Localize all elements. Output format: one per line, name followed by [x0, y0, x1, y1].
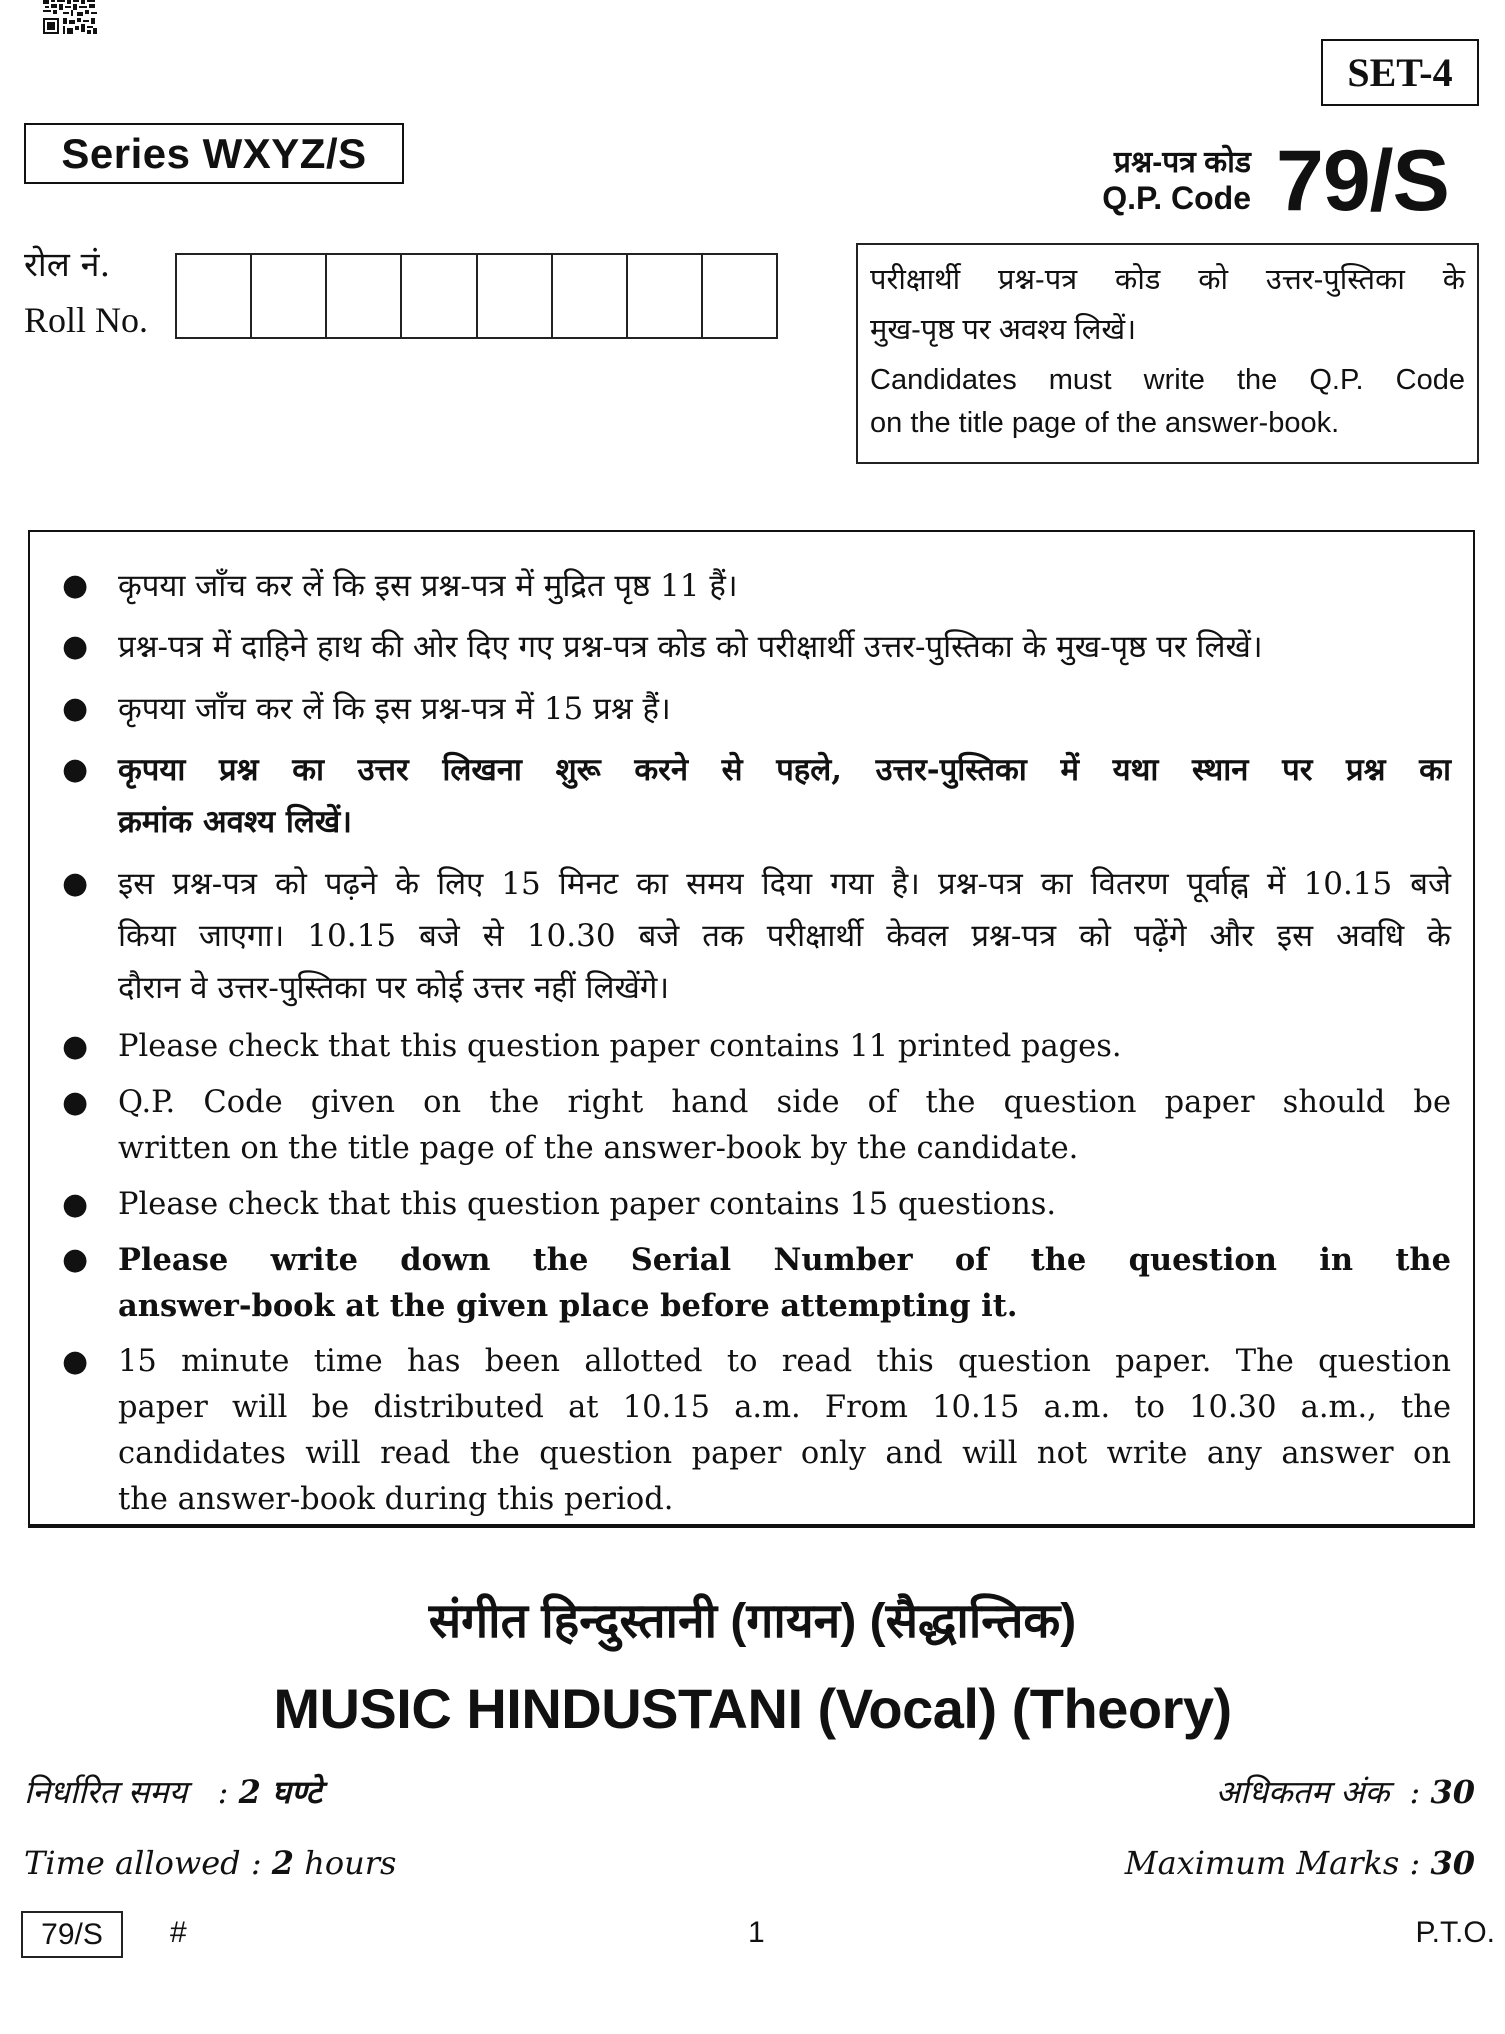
- bullet-icon: ●: [62, 568, 89, 603]
- notice-english: [870, 359, 1465, 445]
- instruction-text: Please write down the Serial Number of the question in the: [118, 1242, 1451, 1278]
- time-allowed: [24, 1844, 396, 1882]
- separator: :: [197, 1773, 229, 1811]
- instruction-text: written on the title page of the answer-book by the candidate.: [118, 1131, 1079, 1166]
- bullet-icon: ●: [62, 866, 89, 901]
- roll-number-cell-6[interactable]: [553, 255, 628, 337]
- time-allowed-label: Time allowed: [24, 1844, 241, 1882]
- roll-number-cell-7[interactable]: [628, 255, 703, 337]
- instruction-item: [62, 1080, 1451, 1172]
- instruction-text: answer-book at the given place before attempting it.: [118, 1288, 1018, 1324]
- roll-number-label-hindi: रोल नं.: [24, 245, 111, 285]
- instruction-text: Q.P. Code given on the right hand side of the question paper should be: [118, 1085, 1451, 1120]
- time-allowed-hindi: [24, 1770, 322, 1813]
- notice-hindi-line-2: मुख-पृष्ठ पर अवश्य लिखें।: [870, 314, 1137, 346]
- bullet-icon: ●: [62, 691, 89, 726]
- series-text: Series WXYZ/S: [61, 129, 367, 177]
- instruction-text: candidates will read the question paper only and will not write any answer on: [118, 1436, 1451, 1471]
- qr-code-icon: [43, 0, 99, 36]
- bullet-icon: ●: [62, 752, 89, 787]
- instruction-text: कृपया जाँच कर लें कि इस प्रश्न-पत्र में मुद्रित पृष्ठ 11 हैं।: [118, 568, 738, 604]
- notice-english-line-2: on the title page of the answer-book.: [870, 407, 1340, 439]
- subject-title: MUSIC HINDUSTANI (Vocal) (Theory): [273, 1677, 1232, 1740]
- qp-code-label: Q.P. Code: [1102, 180, 1251, 216]
- instruction-item: [62, 1237, 1451, 1329]
- maximum-marks-hindi: [1216, 1770, 1475, 1813]
- instruction-text: Please check that this question paper contains 15 questions.: [118, 1187, 1057, 1222]
- maximum-marks-hindi-label: अधिकतम अंक: [1215, 1773, 1390, 1811]
- separator: :: [1409, 1844, 1431, 1882]
- page-number: 1: [748, 1916, 765, 1949]
- time-allowed-hindi-label: निर्धारित समय: [24, 1773, 188, 1811]
- instruction-text: दौरान वे उत्तर-पुस्तिका पर कोई उत्तर नहीं लिखेंगे।: [118, 970, 670, 1006]
- bullet-icon: ●: [62, 1187, 89, 1222]
- roll-number-boxes: [175, 253, 778, 339]
- roll-number-label: Roll No.: [24, 300, 149, 340]
- time-allowed-value-unit: hours: [304, 1844, 397, 1882]
- instruction-item: [62, 1339, 1451, 1523]
- instruction-item: [62, 683, 1451, 735]
- notice-english-line-1: Candidates must write the Q.P. Code: [870, 364, 1465, 396]
- set-text: SET-4: [1347, 50, 1453, 95]
- maximum-marks-value: 30: [1430, 1844, 1475, 1882]
- bullet-icon: ●: [62, 1344, 89, 1379]
- time-allowed-hindi-value: 2 घण्टे: [238, 1773, 322, 1811]
- instruction-text: क्रमांक अवश्य लिखें।: [118, 804, 352, 840]
- instruction-text: paper will be distributed at 10.15 a.m. From 10.15 a.m. to 10.30 a.m., the: [118, 1390, 1451, 1425]
- roll-number-cell-4[interactable]: [402, 255, 477, 337]
- roll-number-cell-5[interactable]: [478, 255, 553, 337]
- please-turn-over: P.T.O.: [1415, 1916, 1495, 1949]
- set-label: [1321, 39, 1479, 106]
- instruction-item: [62, 858, 1451, 1014]
- maximum-marks-hindi-value: 30: [1430, 1773, 1475, 1811]
- instruction-text: Please check that this question paper contains 11 printed pages.: [118, 1029, 1122, 1064]
- instruction-text: इस प्रश्न-पत्र को पढ़ने के लिए 15 मिनट का समय दिया गया है। प्रश्न-पत्र का वितरण पूर्वाह्न में 10.15 बजे: [118, 866, 1451, 902]
- separator: :: [1399, 1773, 1421, 1811]
- notice-hindi-line-1: परीक्षार्थी प्रश्न-पत्र कोड को उत्तर-पुस्तिका के: [870, 264, 1465, 296]
- separator: :: [250, 1844, 272, 1882]
- series-label: [24, 123, 404, 184]
- instruction-text: the answer-book during this period.: [118, 1482, 674, 1517]
- footer-qp-code-text: 79/S: [41, 1917, 103, 1951]
- maximum-marks-label: Maximum Marks: [1124, 1844, 1400, 1882]
- time-allowed-value-number: 2: [271, 1844, 295, 1882]
- notice-hindi: [870, 255, 1465, 355]
- maximum-marks: [1125, 1844, 1475, 1882]
- qp-code-label-hindi: प्रश्न-पत्र कोड: [1113, 146, 1251, 179]
- subject-title-hindi: संगीत हिन्दुस्तानी (गायन) (सैद्धान्तिक): [428, 1595, 1077, 1648]
- bullet-icon: ●: [62, 1242, 89, 1277]
- instruction-item: [62, 560, 1451, 612]
- instruction-text: कृपया जाँच कर लें कि इस प्रश्न-पत्र में 15 प्रश्न हैं।: [118, 691, 671, 727]
- bullet-icon: ●: [62, 629, 89, 664]
- footer-hash: #: [170, 1916, 187, 1949]
- instruction-item: [62, 744, 1451, 848]
- instruction-text: कृपया प्रश्न का उत्तर लिखना शुरू करने से पहले, उत्तर-पुस्तिका में यथा स्थान पर प्रश्न का: [118, 752, 1451, 788]
- qp-code: 79/S: [1276, 133, 1449, 229]
- roll-number-cell-8[interactable]: [703, 255, 776, 337]
- instruction-text: प्रश्न-पत्र में दाहिने हाथ की ओर दिए गए प्रश्न-पत्र कोड को परीक्षार्थी उत्तर-पुस्तिका के मुख-पृष्ठ पर लिखें।: [118, 629, 1263, 665]
- instruction-text: 15 minute time has been allotted to read this question paper. The question: [118, 1344, 1451, 1379]
- instruction-item: [62, 621, 1451, 673]
- roll-number-cell-2[interactable]: [252, 255, 327, 337]
- bullet-icon: ●: [62, 1029, 89, 1064]
- roll-number-cell-1[interactable]: [177, 255, 252, 337]
- roll-number-cell-3[interactable]: [327, 255, 402, 337]
- instruction-text: किया जाएगा। 10.15 बजे से 10.30 बजे तक परीक्षार्थी केवल प्रश्न-पत्र को पढ़ेंगे और इस अवधि के: [118, 918, 1451, 954]
- footer-qp-code: [21, 1911, 123, 1958]
- bullet-icon: ●: [62, 1085, 89, 1120]
- qp-code-notice-box: [856, 243, 1479, 464]
- instruction-item: [62, 1024, 1451, 1070]
- general-instructions-box: [28, 530, 1475, 1528]
- instruction-item: [62, 1182, 1451, 1228]
